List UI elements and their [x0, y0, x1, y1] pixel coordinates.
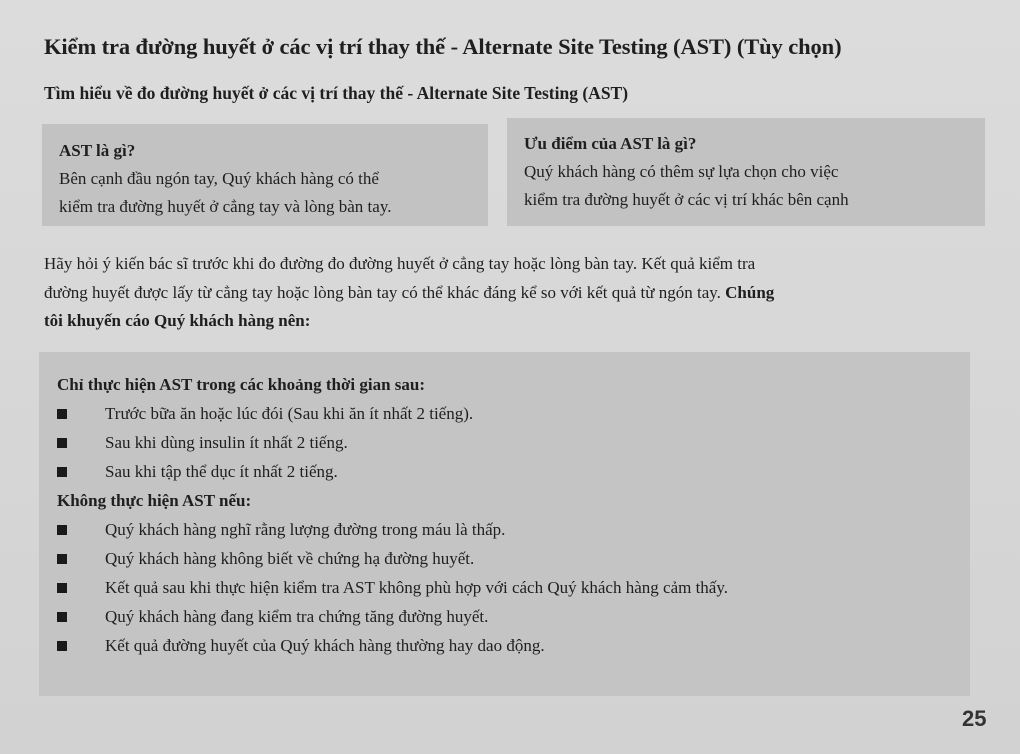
do-list: [57, 399, 728, 486]
what-is-ast-content: [59, 137, 391, 221]
square-bullet-icon: [57, 554, 67, 564]
list-item: [57, 602, 728, 631]
page-number: 25: [962, 706, 987, 731]
square-bullet-icon: [57, 409, 67, 419]
list-item: [57, 544, 728, 573]
list-item: [57, 573, 728, 602]
paragraph-emphasis: Chúng: [725, 282, 775, 302]
dont-section-heading: Không thực hiện AST nếu:: [57, 491, 252, 510]
recommendation-content: [57, 370, 728, 660]
warning-paragraph: [44, 250, 984, 336]
what-is-ast-box: [42, 124, 488, 226]
square-bullet-icon: [57, 467, 67, 477]
what-is-ast-line: Bên cạnh đầu ngón tay, Quý khách hàng có thể: [59, 169, 379, 188]
list-item-text: Quý khách hàng không biết về chứng hạ đường huyết.: [105, 549, 475, 568]
paragraph-emphasis-line: tôi khuyến cáo Quý khách hàng nên:: [44, 311, 311, 330]
list-item: [57, 399, 728, 428]
list-item: [57, 457, 728, 486]
list-item-text: Kết quả đường huyết của Quý khách hàng thường hay dao động.: [105, 636, 545, 655]
paragraph-line: Hãy hỏi ý kiến bác sĩ trước khi đo đường đo đường huyết ở cẳng tay hoặc lòng bàn tay. Kết quả kiểm tra: [44, 254, 756, 273]
list-item-text: Sau khi dùng insulin ít nhất 2 tiếng.: [105, 433, 348, 452]
paragraph-line: [44, 279, 984, 308]
ast-advantage-line: Quý khách hàng có thêm sự lựa chọn cho việc: [524, 162, 839, 181]
recommendation-box: [39, 352, 970, 696]
square-bullet-icon: [57, 525, 67, 535]
list-item-text: Kết quả sau khi thực hiện kiểm tra AST không phù hợp với cách Quý khách hàng cảm thấy.: [105, 578, 728, 597]
square-bullet-icon: [57, 583, 67, 593]
do-section-heading: Chỉ thực hiện AST trong các khoảng thời gian sau:: [57, 375, 426, 394]
what-is-ast-line: kiểm tra đường huyết ở cẳng tay và lòng bàn tay.: [59, 197, 392, 216]
ast-advantage-box: [507, 118, 985, 226]
what-is-ast-heading: AST là gì?: [59, 141, 136, 160]
list-item: [57, 515, 728, 544]
ast-advantage-heading: Ưu điểm của AST là gì?: [524, 134, 697, 153]
dont-list: [57, 515, 728, 660]
list-item-text: Quý khách hàng đang kiểm tra chứng tăng đường huyết.: [105, 607, 489, 626]
list-item-text: Trước bữa ăn hoặc lúc đói (Sau khi ăn ít nhất 2 tiếng).: [105, 404, 474, 423]
square-bullet-icon: [57, 438, 67, 448]
square-bullet-icon: [57, 612, 67, 622]
paragraph-text: đường huyết được lấy từ cẳng tay hoặc lòng bàn tay có thể khác đáng kể so với kết quả từ ngón tay.: [44, 282, 726, 302]
page-title: Kiểm tra đường huyết ở các vị trí thay thế - Alternate Site Testing (AST) (Tùy chọn): [44, 34, 842, 59]
list-item-text: Quý khách hàng nghĩ rằng lượng đường trong máu là thấp.: [105, 520, 506, 539]
list-item: [57, 428, 728, 457]
list-item-text: Sau khi tập thể dục ít nhất 2 tiếng.: [105, 462, 338, 481]
section-subtitle: Tìm hiểu về đo đường huyết ở các vị trí thay thế - Alternate Site Testing (AST): [44, 83, 629, 103]
ast-advantage-line: kiểm tra đường huyết ở các vị trí khác bên cạnh: [524, 190, 849, 209]
list-item: [57, 631, 728, 660]
ast-advantage-content: [524, 130, 849, 214]
square-bullet-icon: [57, 641, 67, 651]
